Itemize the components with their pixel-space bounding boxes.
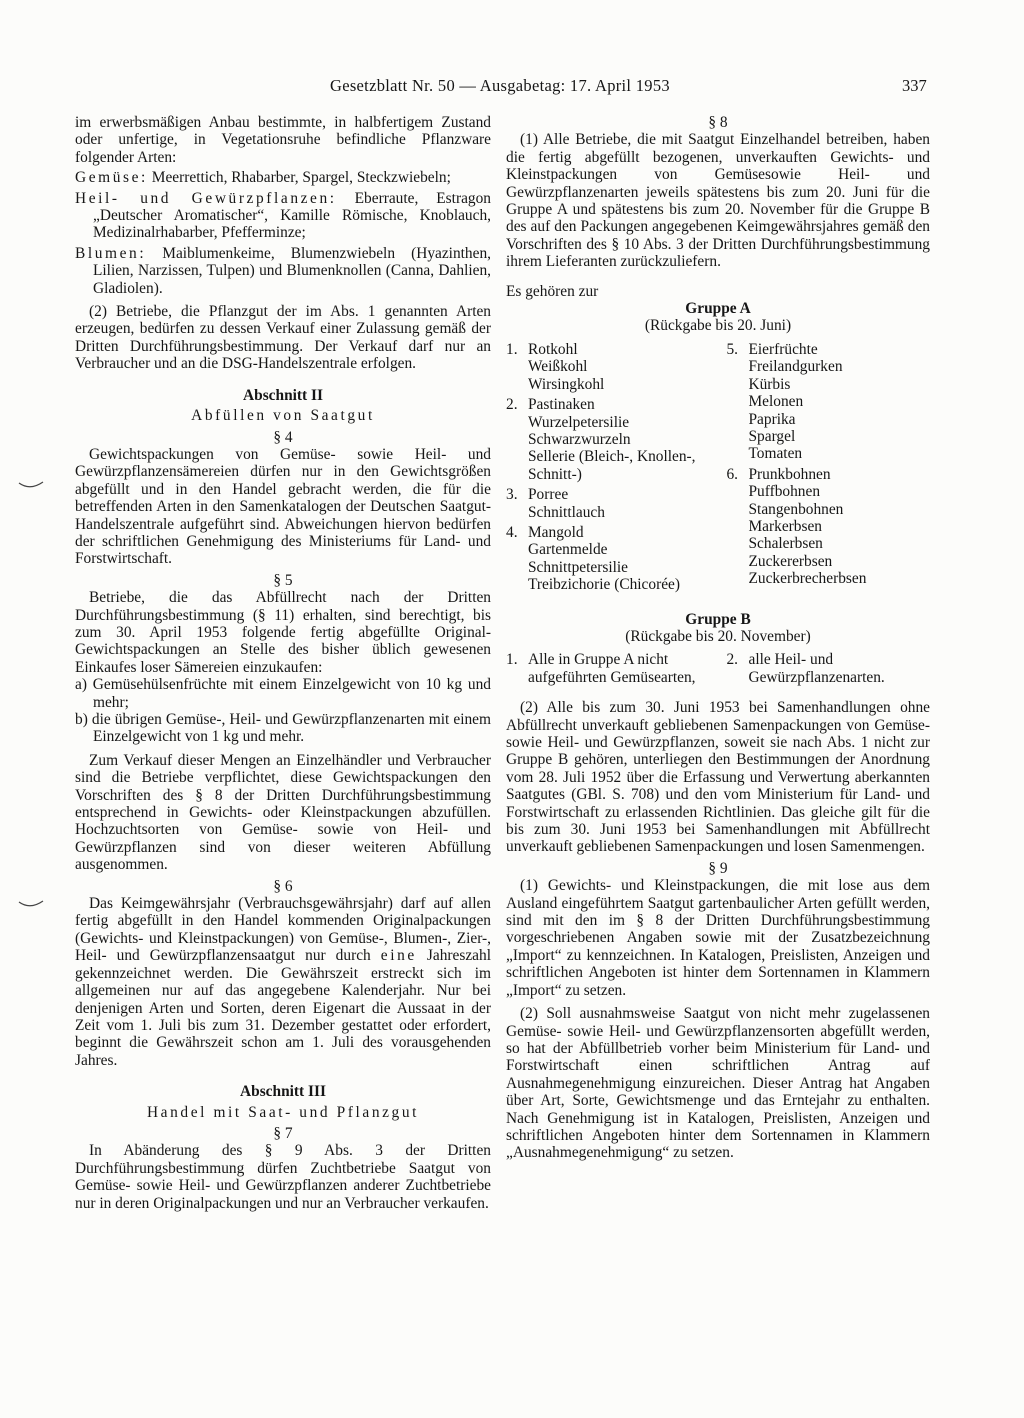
item-number: 2. [726, 651, 739, 669]
group-b-left [506, 651, 710, 689]
item-number: 1. [506, 651, 518, 669]
left-column [75, 114, 491, 1212]
section-heading: Abschnitt III [240, 1083, 326, 1101]
list-item [726, 466, 930, 588]
item-text: alle Heil- und Gewürzpflanzenarten. [748, 651, 885, 686]
list-item: a) Gemüsehülsenfrüchte mit einem Einzelgewicht von 10 kg und mehr; [75, 676, 491, 711]
item-text: Prunkbohnen Puffbohnen Stangenbohnen Markerbsen Schalerbsen Zuckererbsen Zuckerbrecherbsen [748, 465, 867, 588]
item-number: 3. [506, 486, 518, 504]
section-subheading: Abfüllen von Saatgut [191, 407, 375, 425]
item-text: Rotkohl Weißkohl Wirsingkohl [528, 340, 605, 393]
paragraph-number: § 5 [273, 571, 293, 589]
paragraph: (1) Gewichts- und Kleinstpackungen, die mit lose aus dem Ausland eingeführtem Saatgut gartenbaulicher Arten gefüllt werden, sind mit den im § 8 der Dritten Durchführungsbestimmung vorgeschriebenen Angaben sowie mit der Zusatzbezeichnung „Import“ zu kennzeichnen. In Katalogen, Preislisten, Anzeigen und schriftlichen Angeboten ist hinter dem Sortennamen in Klammern „Import“ zu setzen. [506, 877, 930, 999]
paragraph: Zum Verkauf dieser Mengen an Einzelhändler und Verbraucher sind die Betriebe verpflichtet, diese Gewichtspackungen den Vorschriften des § 8 der Dritten Durchführungsbestimmung entsprechend in Gewichts- oder Kleinstpackungen abzufüllen. Hochzuchtsorten von Gemüse- sowie von Heil- und Gewürzpflanzen sind von dieser weiteren Abfüllung ausgenommen. [75, 751, 491, 874]
item-number: 2. [506, 396, 518, 414]
gazette-title: Gesetzblatt Nr. 50 — Ausgabetag: 17. April 1953 [330, 76, 670, 95]
category-label: Blumen: [75, 244, 147, 262]
paragraph-text: Das Keimgewährsjahr (Verbrauchsgewährsjahr) darf auf allen fertig abgefüllt in den Handel kommenden Originalpackungen (Gewichts- und Kleinstpackungen) von Gemüse-, Blumen-, Zier-, Heil- und Gewürzpflanzensaatgut nur durch [75, 895, 491, 965]
page-header [0, 76, 1024, 98]
list-item [506, 651, 710, 686]
paragraph-number: § 9 [708, 859, 728, 877]
list-item [506, 341, 710, 393]
list-item [726, 341, 930, 463]
list-item: b) die übrigen Gemüse-, Heil- und Gewürzpflanzenarten mit einem Einzelgewicht von 1 kg und mehr. [75, 711, 491, 746]
group-b-heading: Gruppe B [685, 610, 751, 628]
group-a-subheading: (Rückgabe bis 20. Juni) [644, 317, 792, 335]
paragraph-number: § 8 [708, 114, 728, 131]
group-a-left-list [506, 341, 710, 597]
item-text: Mangold Gartenmelde Schnittpetersilie Treibzichorie (Chicorée) [528, 523, 680, 594]
item-text: Porree Schnittlauch [528, 486, 605, 521]
group-a-heading: Gruppe A [685, 300, 751, 318]
category-label: Heil- und Gewürzpflanzen: [75, 189, 337, 207]
category-text: Eberraute, Estragon „Deutscher Aromatischer“, Kamille Römische, Knoblauch, Medizinalrhabarber, Pfefferminze; [93, 189, 491, 242]
section-heading: Abschnitt II [243, 386, 323, 404]
item-number: 5. [726, 340, 739, 358]
item-text: Pastinaken Wurzelpetersilie Schwarzwurzeln Sellerie (Bleich-, Knollen-, Schnitt-) [528, 396, 696, 483]
margin-mark [18, 481, 44, 491]
item-number: 6. [726, 465, 739, 483]
item-number: 4. [506, 523, 518, 541]
section-subheading: Handel mit Saat- und Pflanzgut [146, 1103, 420, 1121]
page-number: 337 [902, 76, 927, 95]
paragraph: (2) Betriebe, die Pflanzgut der im Abs. 1 genannten Arten erzeugen, bedürfen zu dessen Verkauf einer Zulassung gemäß der Dritten Durchführungsbestimmung. Der Verkauf darf nur an Verbraucher und an die DSG-Handelszentrale erfolgen. [75, 303, 491, 373]
paragraph-text: Jahreszahl gekennzeichnet werden. Die Gewährszeit erstreckt sich im allgemeinen nur auf das angegebene Kalenderjahr. Nur bei denjenigen Arten und Sorten, deren Eigenart die Aussaat in der Zeit vom 1. Juli bis zum 31. Dezember gestattet oder erfordert, beginnt die Gewährszeit schon am 1. Juli des vorausgehenden Jahres. [75, 947, 491, 1069]
intro-paragraph: im erwerbsmäßigen Anbau bestimmte, in halbfertigem Zustand oder unfertige, in Vegetationsruhe befindliche Pflanzware folgender Arten: [75, 114, 491, 166]
item-text: Eierfrüchte Freilandgurken Kürbis Melonen Paprika Spargel Tomaten [748, 340, 843, 463]
paragraph-number: § 7 [273, 1124, 293, 1142]
list-item [726, 651, 930, 686]
list-item [506, 396, 710, 483]
group-intro: Es gehören zur [506, 282, 599, 300]
item-number: 1. [506, 340, 518, 358]
right-column [506, 114, 930, 1162]
group-b-subheading: (Rückgabe bis 20. November) [625, 627, 811, 645]
emphasis-text: eine [380, 947, 417, 965]
group-a-right-list [726, 341, 930, 597]
item-text: Alle in Gruppe A nicht aufgeführten Gemüsearten, [528, 651, 696, 686]
margin-mark [18, 900, 44, 910]
category-text: Meerrettich, Rhabarber, Spargel, Steckzwiebeln; [151, 169, 451, 187]
category-label: Gemüse: [75, 169, 148, 187]
paragraph-number: § 4 [273, 428, 293, 446]
paragraph: Gewichtspackungen von Gemüse- sowie Heil- und Gewürzpflanzensämereien dürfen nur in den Gewichtsgrößen abgefüllt und in den Handel gebracht werden, die für die betreffenden Arten in den Samenkatalogen der Deutschen Saatgut-Handelszentrale aufgeführt sind. Abweichungen hiervon bedürfen der schriftlichen Genehmigung des Ministeriums für Land- und Forstwirtschaft. [75, 445, 491, 568]
paragraph: (2) Alle bis zum 30. Juni 1953 bei Samenhandlungen ohne Abfüllrecht unverkauft gebliebenen Samenpackungen von Gemüse- sowie Heil- und Gewürzpflanzen, soweit sie nach Abs. 1 nicht zur Gruppe B gehören, unterliegen den Bestimmungen der Anordnung vom 28. Juli 1952 über die Erfassung und Verwertung aberkannten Saatgutes (GBl. S. 708) und den vom Ministerium für Land- und Forstwirtschaft zu erlassenden Richtlinien. Das gleiche gilt für die bis zum 30. Juni 1953 bei Samenhandlungen mit Abfüllrecht unverkauft gebliebenen Samenpackungen und losen Samenmengen. [506, 699, 930, 856]
category-vegetables [75, 169, 491, 186]
group-b-list [506, 651, 930, 689]
paragraph: (2) Soll ausnahmsweise Saatgut von nicht mehr zugelassenen Gemüse- sowie Heil- und Gewürzpflanzensorten abgefüllt werden, so hat der Abfüllbetrieb vorher beim Ministerium für Land- und Forstwirtschaft einen schriftlichen Antrag auf Ausnahmegenehmigung einzureichen. Dieser Antrag hat Angaben über Art, Sorte, Gewichtsmenge und das Erntejahr zu enthalten. Nach Genehmigung ist in Katalogen, Preislisten, Anzeigen und schriftlichen Angeboten hinter dem Sortennamen in Klammern „Ausnahmegenehmigung“ zu setzen. [506, 1005, 930, 1162]
paragraph: In Abänderung des § 9 Abs. 3 der Dritten Durchführungsbestimmung dürfen Zuchtbetriebe Saatgut von Gemüse- sowie Heil- und Gewürzpflanzen anderer Zuchtbetriebe nur in deren Originalpackungen und nur an Verbraucher verkaufen. [75, 1142, 491, 1212]
paragraph: (1) Alle Betriebe, die mit Saatgut Einzelhandel betreiben, haben die fertig abgefüllt bezogenen, unverkauften Gewichts- und Kleinstpackungen von Gemüsesowie Heil- und Gewürzpflanzenarten jeweils spätestens bis zum 20. Juni für die Gruppe A und spätestens bis zum 20. November für die Gruppe B des auf den Packungen angegebenen Keimgewährsjahres gemäß den Vorschriften des § 10 Abs. 3 der Dritten Durchführungsbestimmung ihrem Lieferanten zurückzuliefern. [506, 131, 930, 271]
category-flowers [75, 245, 491, 297]
category-text: Maiblumenkeime, Blumenzwiebeln (Hyazinthen, Lilien, Narzissen, Tulpen) und Blumenknollen (Canna, Dahlien, Gladiolen). [93, 244, 491, 297]
paragraph [75, 895, 491, 1069]
group-a-list [506, 341, 930, 597]
list-item [506, 486, 710, 521]
list-item [506, 524, 710, 594]
paragraph: Betriebe, die das Abfüllrecht nach der Dritten Durchführungsbestimmung (§ 11) erhalten, sind berechtigt, bis zum 30. April 1953 folgende fertig abgefüllte Original-Gewichtspackungen an Stelle des bisher üblich gewesenen Einkaufes loser Sämereien einzukaufen: [75, 589, 491, 676]
category-herbs [75, 190, 491, 242]
paragraph-number: § 6 [273, 877, 293, 895]
group-b-right [726, 651, 930, 689]
